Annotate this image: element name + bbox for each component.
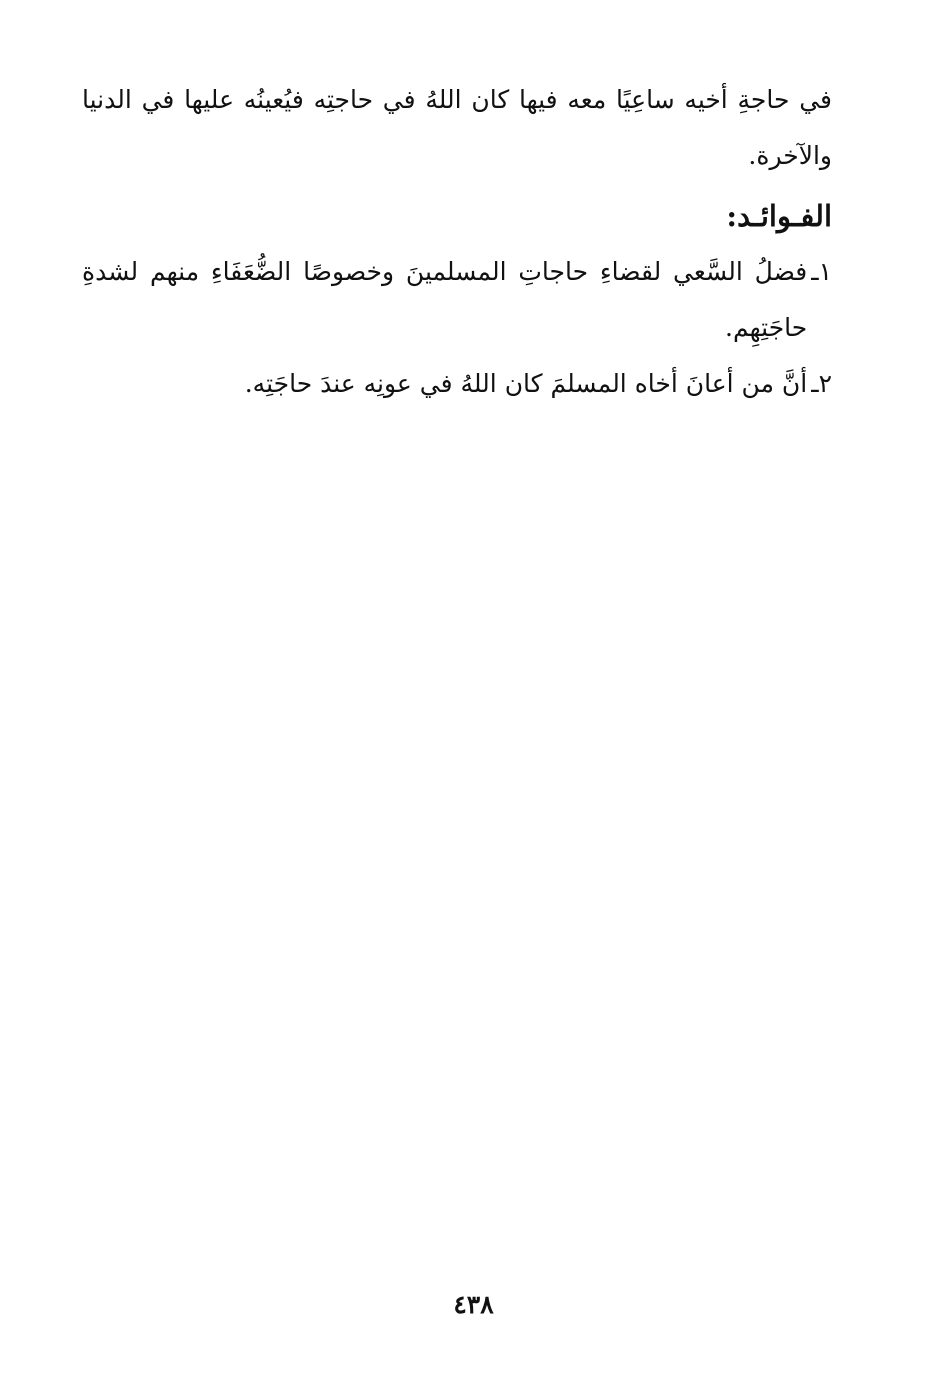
benefits-heading: الفـوائـد: — [726, 199, 832, 233]
benefit-text: أنَّ من أعانَ أخاه المسلمَ كان اللهُ في عونِه عندَ حاجَتِه. — [244, 369, 808, 398]
benefit-item-2 — [82, 356, 832, 412]
benefit-text: فضلُ السَّعي لقضاءِ حاجاتِ المسلمينَ وخصوصًا الضُّعَفَاءِ منهم لشدةِ حاجَتِهِم. — [82, 257, 808, 342]
page-number: ٤٣٨ — [453, 1290, 494, 1319]
page-content — [82, 72, 832, 412]
benefit-item-1 — [82, 244, 832, 356]
benefit-number: ١ـ — [811, 257, 832, 286]
continuation-paragraph: في حاجةِ أخيه ساعِيًا معه فيها كان اللهُ في حاجتِه فيُعينُه عليها في الدنيا والآخرة. — [82, 85, 832, 170]
benefit-number: ٢ـ — [811, 369, 832, 398]
